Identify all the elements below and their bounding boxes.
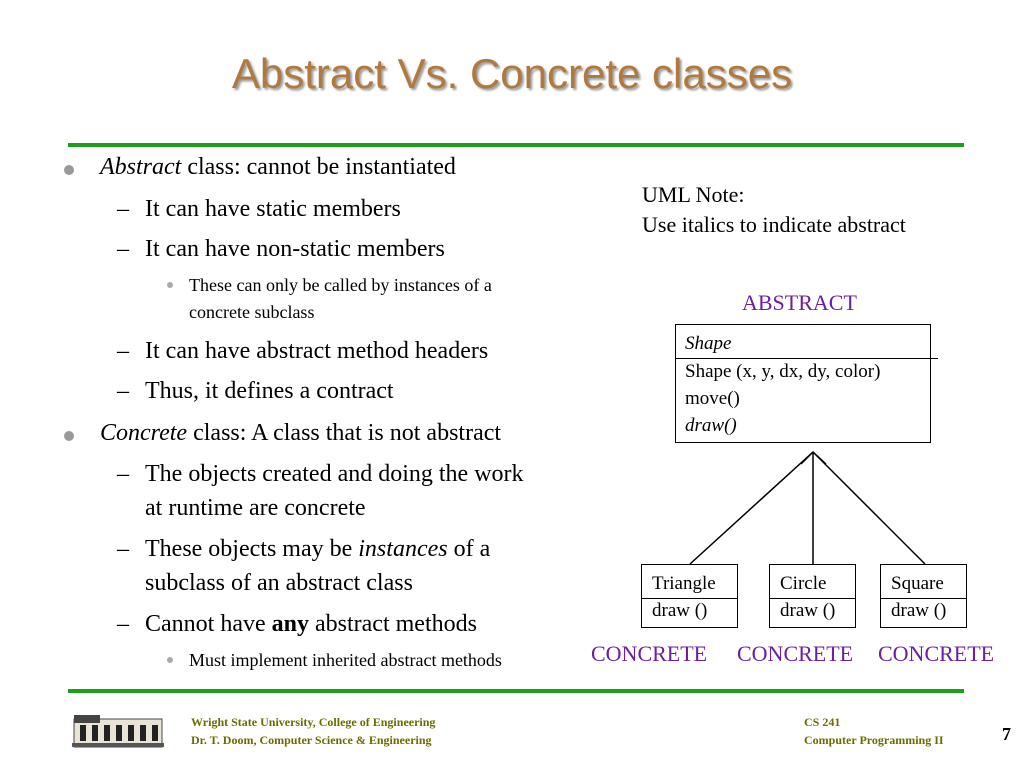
circle-class-name: Circle [780,573,827,594]
concrete-label-square: CONCRETE [878,641,995,666]
dash-marker: – [117,378,129,404]
sub-nonstatic-members: It can have non-static members [145,236,445,262]
footer-course-code: CS 241 [804,715,841,729]
footer-course-name: Computer Programming II [804,733,944,747]
page-number: 7 [1002,724,1011,744]
footer-right [804,713,944,749]
class-separator [770,598,855,599]
note-instances-line2: concrete subclass [189,302,315,322]
sub-no-abstract-methods: Cannot have any abstract methods [145,611,477,637]
concrete-term: Concrete [100,420,188,446]
sub-abstract-headers: It can have abstract method headers [145,338,489,364]
square-inheritance-line [813,452,925,564]
triangle-draw-method: draw () [652,600,708,621]
shape-class-name: Shape [685,333,732,354]
uml-note-title: UML Note: [642,182,745,207]
shape-draw-method: draw() [685,415,737,436]
dash-marker: – [117,196,129,222]
shape-constructor: Shape (x, y, dx, dy, color) [685,361,881,382]
concrete-label-triangle: CONCRETE [591,641,708,666]
dash-marker: – [117,338,129,364]
circle-class-box [769,564,856,628]
bottom-divider [68,689,964,693]
triangle-inheritance-line [690,452,813,564]
sub-contract: Thus, it defines a contract [145,378,394,404]
bullet-concrete: Concrete class: A class that is not abstract [100,420,502,446]
university-building-logo [72,713,164,749]
uml-note-text: Use italics to indicate abstract [642,212,906,237]
abstract-label: ABSTRACT [742,290,857,315]
dash-marker: – [117,236,129,262]
square-class-name: Square [891,573,944,594]
abstract-term: Abstract [100,154,182,180]
footer-left [191,713,435,749]
class-separator [881,598,966,599]
dash-marker: – [117,611,129,637]
triangle-class-box [641,564,738,628]
square-class-box [880,564,967,628]
sub-instances-line1: These objects may be instances of a [145,536,491,562]
triangle-class-name: Triangle [652,573,716,594]
slide-title: Abstract Vs. Concrete classes [231,50,793,97]
sub-objects-line1: The objects created and doing the work [145,461,524,487]
shape-move-method: move() [685,388,740,409]
dash-marker: – [117,461,129,487]
note-instances-line1: These can only be called by instances of a [189,275,492,295]
class-separator [642,598,737,599]
sub-objects-line2: at runtime are concrete [145,495,366,521]
footer-author: Dr. T. Doom, Computer Science & Engineering [191,733,432,747]
bullet-abstract: Abstract class: cannot be instantiated [100,154,456,180]
note-implement-methods: Must implement inherited abstract methods [189,650,502,670]
concrete-label-circle: CONCRETE [737,641,854,666]
square-draw-method: draw () [891,600,947,621]
sub-instances-line2: subclass of an abstract class [145,570,413,596]
footer-university: Wright State University, College of Engineering [191,715,436,729]
dash-marker: – [117,536,129,562]
sub-static-members: It can have static members [145,196,401,222]
circle-draw-method: draw () [780,600,836,621]
